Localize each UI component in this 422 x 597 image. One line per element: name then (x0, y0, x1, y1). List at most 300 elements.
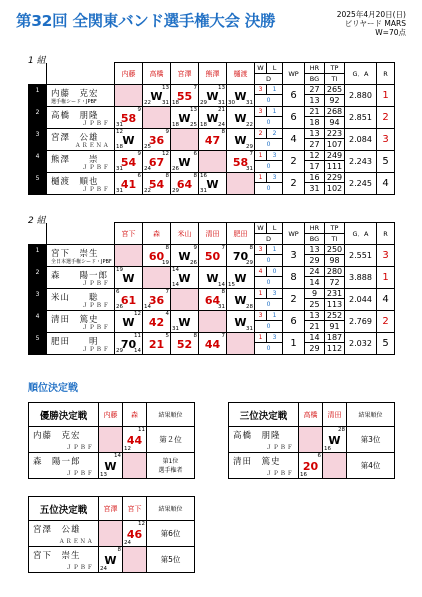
player-affiliation: ＪＰＢＦ (81, 187, 110, 193)
draws: 0 (255, 277, 283, 289)
w-header: W (255, 223, 267, 234)
match-innings: 24 (144, 166, 151, 172)
player-affiliation: ＪＰＢＦ (81, 281, 110, 287)
match-score: W (234, 316, 247, 329)
total-innings: 111 (325, 161, 345, 173)
tp-header: TP (325, 63, 345, 74)
match-score: W (122, 134, 135, 147)
player-row (29, 333, 395, 343)
player-name: 宮下 崇生 (51, 249, 99, 259)
match-high-run: 7 (165, 289, 169, 295)
match-score: W (206, 272, 219, 285)
losses: 3 (267, 151, 283, 161)
match-innings: 14 (144, 304, 151, 310)
match-inning: 12 (116, 129, 123, 135)
total-points: 280 (325, 267, 345, 277)
match-cell (199, 289, 227, 311)
player-affiliation: ＡＲＥＮＡ (74, 143, 110, 149)
wins: 2 (255, 129, 267, 139)
match-cell (171, 85, 199, 107)
player-name: 肥田 明 (51, 337, 99, 347)
match-cell (199, 107, 227, 129)
best-game: 14 (305, 277, 325, 289)
match-cell (115, 311, 143, 333)
match-score: W (178, 316, 191, 329)
total-points: 265 (325, 85, 345, 95)
event-rule: W=70点 (375, 28, 406, 37)
match-cell (227, 129, 255, 151)
match-innings: 16 (300, 472, 307, 478)
match-high-run: 7 (193, 85, 197, 91)
match-score: 58 (120, 112, 137, 125)
total-innings: 91 (325, 321, 345, 333)
match-cell (99, 453, 123, 479)
rank: 4 (377, 289, 395, 311)
match-innings-right: 14 (134, 348, 141, 354)
corner-cell (29, 223, 47, 245)
best-game: 13 (305, 95, 325, 107)
tp-header: TP (325, 223, 345, 234)
self-cell (143, 107, 171, 129)
match-score: 36 (148, 294, 165, 307)
playoff-title: 三位決定戦 (229, 403, 299, 427)
match-cell (227, 267, 255, 289)
self-cell (115, 85, 143, 107)
match-high-run: 12 (162, 151, 169, 157)
d-header: D (255, 234, 283, 245)
draws: 0 (255, 299, 283, 311)
total-innings: 72 (325, 277, 345, 289)
match-innings: 29 (200, 100, 207, 106)
match-score: W (104, 554, 117, 567)
player-number: 1 (29, 85, 47, 107)
match-score: W (206, 178, 219, 191)
high-run: 24 (305, 267, 325, 277)
win-points: 6 (283, 107, 305, 129)
match-cell (115, 173, 143, 195)
playoff-row (29, 547, 195, 573)
self-cell (199, 151, 227, 173)
match-innings: 22 (144, 100, 151, 106)
match-score: W (122, 272, 135, 285)
corner-cell (29, 63, 47, 85)
general-average: 2.880 (345, 85, 377, 107)
result-label: 結果順位 (147, 497, 195, 521)
rank: 3 (377, 245, 395, 267)
win-points: 2 (283, 173, 305, 195)
match-cell (115, 107, 143, 129)
match-cell (227, 151, 255, 173)
rank: 4 (377, 173, 395, 195)
match-innings-right: 31 (246, 326, 253, 332)
match-score: W (178, 156, 191, 169)
player-row (29, 85, 395, 95)
match-innings: 26 (116, 304, 123, 310)
player-name-cell (47, 85, 115, 107)
self-cell (99, 427, 123, 453)
playoff-col-header: 宮澤 (99, 497, 123, 521)
player-row (29, 311, 395, 321)
player-affiliation: ＪＰＢＦ (81, 165, 110, 171)
player-row (29, 245, 395, 255)
self-cell (115, 245, 143, 267)
match-high-run: 7 (249, 151, 253, 157)
player-name: 清田 篤史 (233, 457, 281, 467)
player-row (29, 107, 395, 117)
win-points: 2 (283, 151, 305, 173)
match-high-run: 8 (193, 173, 197, 179)
high-run: 12 (305, 151, 325, 161)
match-score: W (178, 112, 191, 125)
player-row (29, 129, 395, 139)
player-name: 内藤 克宏 (33, 431, 81, 441)
match-score: 47 (204, 134, 221, 147)
match-innings-right: 22 (246, 122, 253, 128)
player-affiliation: ＪＰＢＦ (265, 445, 294, 451)
wins: 1 (255, 151, 267, 161)
match-innings: 30 (228, 100, 235, 106)
player-name-cell (47, 245, 115, 267)
general-average: 3.888 (345, 267, 377, 289)
match-cell (171, 107, 199, 129)
best-game: 29 (305, 255, 325, 267)
playoff-player (29, 453, 99, 479)
player-affiliation: ＡＲＥＮＡ (58, 539, 94, 545)
general-average: 2.044 (345, 289, 377, 311)
match-score: 41 (120, 178, 137, 191)
match-inning: 19 (116, 267, 123, 273)
best-game: 21 (305, 321, 325, 333)
self-cell (171, 289, 199, 311)
playoff-player (29, 547, 99, 573)
win-points: 8 (283, 267, 305, 289)
player-name: 高橋 朋隆 (233, 431, 281, 441)
match-innings: 31 (172, 326, 179, 332)
losses: 1 (267, 107, 283, 117)
self-cell (323, 453, 347, 479)
player-name: 高橋 朋隆 (51, 111, 99, 121)
match-cell (199, 129, 227, 151)
match-high-run: 6 (193, 151, 197, 157)
player-number: 1 (29, 245, 47, 267)
match-innings-right: 25 (190, 122, 197, 128)
match-high-run: 13 (162, 85, 169, 91)
player-affiliation: ＪＰＢＦ (65, 445, 94, 451)
player-number: 3 (29, 289, 47, 311)
hr-header: HR (305, 223, 325, 234)
match-innings: 24 (100, 566, 107, 572)
total-points: 268 (325, 107, 345, 117)
player-seed: 全日本選手権シード・JPBF (51, 259, 112, 265)
result-rank-text: 第5位 (160, 555, 181, 564)
match-score: 55 (176, 90, 193, 103)
opponent-header: 樋渡 (227, 63, 255, 85)
player-name-cell (47, 289, 115, 311)
wins: 3 (255, 107, 267, 117)
result-rank-text: 第6位 (160, 529, 181, 538)
high-run: 13 (305, 129, 325, 139)
match-innings-right: 19 (162, 260, 169, 266)
draws: 0 (255, 321, 283, 333)
total-innings: 112 (325, 343, 345, 355)
match-cell (143, 311, 171, 333)
player-name-cell (47, 311, 115, 333)
match-cell (199, 333, 227, 355)
match-cell (171, 311, 199, 333)
wins: 3 (255, 311, 267, 321)
playoff-player (229, 453, 299, 479)
match-cell (199, 173, 227, 195)
match-cell (143, 173, 171, 195)
player-name-cell (47, 107, 115, 129)
match-innings: 18 (172, 122, 179, 128)
player-number: 4 (29, 311, 47, 333)
l-header: L (267, 63, 283, 74)
opponent-header: 肥田 (227, 223, 255, 245)
match-innings-right: 31 (162, 100, 169, 106)
best-game: 31 (305, 183, 325, 195)
draws: 0 (255, 161, 283, 173)
match-score: 58 (232, 156, 249, 169)
match-innings: 29 (172, 188, 179, 194)
match-score: 67 (148, 156, 165, 169)
player-name-cell (47, 151, 115, 173)
rank-header: R (377, 63, 395, 85)
match-innings: 25 (144, 144, 151, 150)
match-score: W (104, 460, 117, 473)
match-cell (227, 289, 255, 311)
player-name: 樋渡 順也 (51, 177, 99, 187)
total-innings: 113 (325, 299, 345, 311)
match-score: W (206, 112, 219, 125)
playoff-title: 優勝決定戦 (29, 403, 99, 427)
player-name: 森 陽一郎 (51, 271, 109, 281)
playoff-table-third (228, 402, 395, 479)
ga-header: G．A (345, 223, 377, 245)
best-game: 27 (305, 139, 325, 151)
self-cell (227, 173, 255, 195)
match-cell (115, 289, 143, 311)
player-name: 宮澤 公雄 (33, 525, 81, 535)
win-points: 3 (283, 245, 305, 267)
match-score: W (206, 90, 219, 103)
match-high-run: 14 (114, 453, 121, 459)
match-innings: 16 (324, 446, 331, 452)
match-cell (143, 85, 171, 107)
match-cell (143, 289, 171, 311)
ti-header: TI (325, 74, 345, 85)
match-innings: 31 (116, 188, 123, 194)
player-affiliation: ＪＰＢＦ (65, 471, 94, 477)
match-score: W (150, 90, 163, 103)
result-rank (347, 427, 395, 453)
losses: 3 (267, 333, 283, 343)
match-score: 70 (232, 250, 249, 263)
match-cell (115, 267, 143, 289)
group-table (28, 222, 395, 355)
match-cell (227, 245, 255, 267)
match-innings-right: 29 (246, 144, 253, 150)
total-points: 223 (325, 129, 345, 139)
rank-header: R (377, 223, 395, 245)
match-innings-right: 14 (218, 282, 225, 288)
match-high-run: 8 (165, 173, 169, 179)
result-label: 結果順位 (147, 403, 195, 427)
match-innings-right: 29 (246, 260, 253, 266)
match-high-run: 21 (218, 107, 225, 113)
self-cell (123, 453, 147, 479)
match-cell (171, 245, 199, 267)
opponent-header: 清田 (199, 223, 227, 245)
result-rank (147, 521, 195, 547)
player-number: 4 (29, 151, 47, 173)
match-innings: 31 (200, 188, 207, 194)
match-score: 36 (148, 134, 165, 147)
match-inning: 14 (172, 267, 179, 273)
match-high-run: 13 (190, 107, 197, 113)
match-cell (115, 129, 143, 151)
win-points: 6 (283, 85, 305, 107)
rank: 1 (377, 85, 395, 107)
match-innings-right: 28 (246, 304, 253, 310)
opponent-header: 宮澤 (171, 63, 199, 85)
match-innings: 18 (116, 144, 123, 150)
losses: 0 (267, 267, 283, 277)
playoff-player (29, 427, 99, 453)
player-name: 宮下 崇生 (33, 551, 81, 561)
losses: 2 (267, 129, 283, 139)
match-cell (115, 333, 143, 355)
wp-header: WP (283, 223, 305, 245)
match-innings: 14 (172, 282, 179, 288)
event-venue: ビリヤード MARS (344, 19, 406, 28)
losses: 3 (267, 289, 283, 299)
total-innings: 94 (325, 117, 345, 129)
wins: 4 (255, 267, 267, 277)
player-seed: 選手権シード・JPBF (51, 99, 97, 105)
total-points: 249 (325, 151, 345, 161)
playoff-row (29, 427, 195, 453)
match-score: 64 (204, 294, 221, 307)
playoff-row (29, 521, 195, 547)
match-cell (171, 333, 199, 355)
match-cell (171, 173, 199, 195)
match-score: W (122, 316, 135, 329)
match-innings: 12 (124, 446, 131, 452)
player-row (29, 267, 395, 277)
match-innings: 24 (124, 540, 131, 546)
d-header: D (255, 74, 283, 85)
total-points: 229 (325, 173, 345, 183)
match-score: 50 (204, 250, 221, 263)
match-innings-right: 24 (218, 122, 225, 128)
match-innings-right: 26 (190, 260, 197, 266)
event-date: 2025年4月20日(日) (336, 10, 406, 19)
opponent-header: 熊澤 (199, 63, 227, 85)
match-score: 21 (148, 338, 165, 351)
corner-cell (47, 223, 115, 245)
match-high-run: 9 (137, 151, 141, 157)
match-innings: 18 (200, 122, 207, 128)
draws: 0 (255, 343, 283, 355)
match-score: 42 (148, 316, 165, 329)
wins: 3 (255, 245, 267, 255)
playoff-section-title: 順位決定戦 (28, 383, 78, 394)
match-high-run: 5 (165, 333, 169, 339)
match-score: W (234, 134, 247, 147)
w-header: W (255, 63, 267, 74)
group-table (28, 62, 395, 195)
high-run: 9 (305, 289, 325, 299)
win-points: 6 (283, 311, 305, 333)
match-cell (143, 151, 171, 173)
self-cell (143, 267, 171, 289)
rank: 1 (377, 267, 395, 289)
match-score: 70 (120, 338, 137, 351)
player-affiliation: ＪＰＢＦ (81, 325, 110, 331)
ti-header: TI (325, 234, 345, 245)
match-innings: 31 (116, 122, 123, 128)
best-game: 25 (305, 299, 325, 311)
result-rank-text: 第3位 (360, 435, 381, 444)
match-cell (171, 151, 199, 173)
page-title: 第32回 全関東バンド選手権大会 決勝 (16, 12, 276, 30)
match-high-run: 8 (193, 333, 197, 339)
playoff-player (29, 521, 99, 547)
playoff-col-header: 清田 (323, 403, 347, 427)
total-innings: 107 (325, 139, 345, 151)
result-rank-text: 第4位 (360, 461, 381, 470)
player-affiliation: ＪＰＢＦ (265, 471, 294, 477)
match-score: W (234, 90, 247, 103)
match-score: 46 (126, 528, 143, 541)
player-affiliation: ＪＰＢＦ (81, 303, 110, 309)
draws: 0 (255, 95, 283, 107)
group-1-label: 1 組 (28, 56, 46, 66)
match-high-run: 12 (134, 311, 141, 317)
player-number: 5 (29, 173, 47, 195)
match-high-run: 4 (165, 311, 169, 317)
result-rank (147, 547, 195, 573)
corner-cell (47, 63, 115, 85)
player-name-cell (47, 173, 115, 195)
total-points: 250 (325, 245, 345, 255)
playoff-table-fifth (28, 496, 195, 573)
high-run: 13 (305, 245, 325, 255)
wp-header: WP (283, 63, 305, 85)
match-cell (143, 333, 171, 355)
opponent-header: 宮下 (115, 223, 143, 245)
self-cell (199, 311, 227, 333)
self-cell (299, 427, 323, 453)
match-innings: 22 (144, 188, 151, 194)
match-cell (199, 245, 227, 267)
general-average: 2.551 (345, 245, 377, 267)
player-name: 熊澤 崇 (51, 155, 99, 165)
match-score: W (234, 272, 247, 285)
wins: 1 (255, 333, 267, 343)
draws: 0 (255, 117, 283, 129)
player-number: 2 (29, 267, 47, 289)
match-innings: 29 (116, 348, 123, 354)
playoff-col-header: 内藤 (99, 403, 123, 427)
match-cell (227, 85, 255, 107)
player-number: 2 (29, 107, 47, 129)
match-cell (227, 107, 255, 129)
playoff-row (229, 453, 395, 479)
match-high-run: 12 (138, 521, 145, 527)
total-points: 252 (325, 311, 345, 321)
